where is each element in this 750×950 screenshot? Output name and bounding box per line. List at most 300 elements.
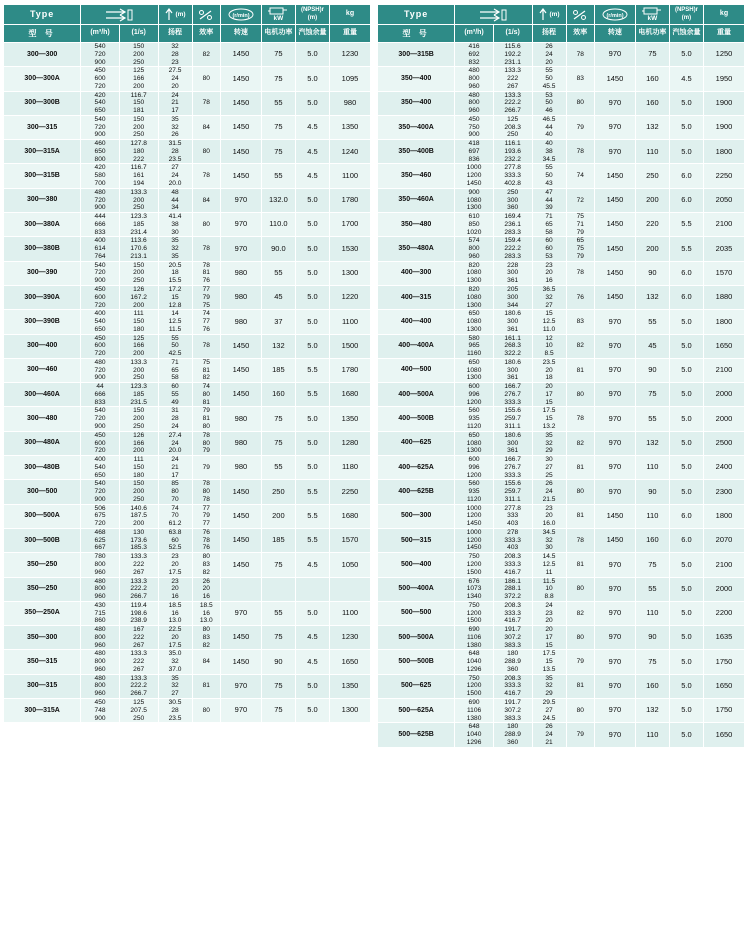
cell-flow-m3h-line: 1200: [466, 609, 482, 617]
cell-flow-m3h: [81, 699, 120, 723]
cell-head: [158, 456, 192, 480]
cell-flow-ls-line: 250: [133, 495, 145, 503]
cell-weight: 1800: [704, 504, 745, 528]
table-row[interactable]: [4, 431, 371, 455]
cell-flow-m3h-line: 1080: [466, 318, 482, 326]
cell-flow-m3h: [455, 91, 494, 115]
cell-npsh: 5.5: [669, 237, 703, 261]
cell-head: [532, 213, 566, 237]
cell-flow-m3h-line: 450: [94, 285, 106, 293]
cell-head-line: 26: [545, 43, 553, 50]
cell-flow-m3h: [81, 480, 120, 504]
cell-efficiency: [192, 480, 220, 504]
table-row[interactable]: [378, 383, 745, 407]
cell-flow-m3h-line: 610: [468, 213, 480, 221]
table-row[interactable]: [378, 43, 745, 67]
cell-flow-ls-line: 333.3: [504, 471, 521, 479]
cell-efficiency: [566, 407, 594, 431]
cell-head: [158, 480, 192, 504]
table-row[interactable]: [378, 650, 745, 674]
cell-power: 55: [635, 310, 669, 334]
cell-head-line: 39: [545, 204, 553, 212]
cell-head-line: 12.5: [168, 318, 182, 326]
cell-model: 350—480A: [378, 237, 455, 261]
cell-efficiency: [192, 188, 220, 212]
cell-head-line: 12.5: [542, 318, 556, 326]
cell-flow-m3h-line: 1200: [466, 398, 482, 406]
cell-efficiency-line: 79: [576, 731, 584, 739]
cell-npsh: 6.0: [669, 285, 703, 309]
cell-model: 300—500: [4, 480, 81, 504]
table-row[interactable]: [378, 261, 745, 285]
cell-weight: [330, 577, 371, 601]
table-row[interactable]: [4, 164, 371, 188]
cell-head-line: 20.0: [168, 180, 182, 188]
table-row[interactable]: [378, 91, 745, 115]
cell-flow-m3h-line: 1500: [466, 690, 482, 698]
table-row[interactable]: [4, 285, 371, 309]
cell-flow-m3h-line: 960: [468, 107, 480, 115]
cell-flow-m3h-line: 1000: [466, 528, 482, 536]
table-row[interactable]: [378, 407, 745, 431]
table-row[interactable]: [378, 456, 745, 480]
table-row[interactable]: [4, 188, 371, 212]
cell-efficiency-line: 80: [576, 585, 584, 593]
cell-head-line: 15: [545, 310, 553, 318]
cell-efficiency-line: 83: [576, 75, 584, 83]
table-row[interactable]: [378, 164, 745, 188]
cell-efficiency: [566, 237, 594, 261]
header-power: [261, 5, 295, 25]
cell-flow-m3h-line: 1000: [466, 164, 482, 172]
table-row[interactable]: [4, 674, 371, 698]
header-speed-cn-2: 转速: [594, 25, 635, 43]
table-row[interactable]: [378, 553, 745, 577]
cell-flow-ls-line: 416.7: [504, 568, 521, 576]
table-row[interactable]: [4, 626, 371, 650]
table-row[interactable]: [4, 261, 371, 285]
cell-npsh: 4.5: [295, 626, 329, 650]
cell-head: [158, 237, 192, 261]
cell-flow-ls-line: 173.6: [130, 536, 147, 544]
cell-head: [158, 358, 192, 382]
cell-efficiency-line: 84: [202, 196, 210, 204]
cell-flow-ls-line: 208.3: [504, 601, 521, 609]
cell-head-line: 55: [171, 390, 179, 398]
cell-head-line: 20: [545, 617, 553, 625]
cell-head: [532, 480, 566, 504]
table-body-right: [378, 43, 745, 748]
cell-efficiency: [566, 456, 594, 480]
cell-weight: 1750: [704, 699, 745, 723]
cell-efficiency-line: 81: [576, 512, 584, 520]
cell-head-line: 11.0: [542, 325, 556, 333]
cell-head-line: 20: [545, 269, 553, 277]
cell-speed: 970: [220, 188, 261, 212]
table-row[interactable]: [4, 67, 371, 91]
cell-flow-m3h: [455, 261, 494, 285]
cell-flow-ls-line: 222.2: [130, 682, 147, 690]
cell-flow-m3h-line: 540: [94, 99, 106, 107]
cell-power: 55: [261, 261, 295, 285]
cell-head-line: 35: [171, 252, 179, 260]
cell-flow-m3h: [455, 213, 494, 237]
cell-efficiency-line: 82: [576, 439, 584, 447]
cell-head-line: 63.8: [168, 528, 182, 536]
table-row[interactable]: [378, 480, 745, 504]
npsh-unit: (m): [307, 14, 318, 21]
cell-efficiency-line: 80: [576, 99, 584, 107]
power-unit-2: kW: [647, 14, 658, 22]
cell-flow-m3h-line: 1500: [466, 617, 482, 625]
table-row[interactable]: [4, 553, 371, 577]
cell-flow-ls-line: 116.7: [130, 91, 147, 99]
cell-flow-ls-line: 333.3: [504, 682, 521, 690]
cell-head-line: 23: [171, 58, 179, 66]
cell-flow-m3h-line: 675: [94, 512, 106, 520]
cell-flow-m3h: [81, 43, 120, 67]
cell-npsh: 4.5: [295, 164, 329, 188]
cell-head-line: 80: [171, 488, 179, 496]
cell-efficiency: [566, 553, 594, 577]
cell-flow-ls: [119, 67, 158, 91]
cell-model: 400—625A: [378, 456, 455, 480]
cell-flow-ls: [493, 334, 532, 358]
cell-flow-m3h-line: 960: [94, 593, 106, 601]
cell-flow-ls-line: 267: [507, 82, 519, 90]
table-row[interactable]: [378, 213, 745, 237]
table-row[interactable]: [378, 334, 745, 358]
cell-efficiency: [192, 650, 220, 674]
cell-head: [532, 334, 566, 358]
cell-flow-m3h-line: 444: [94, 213, 106, 221]
cell-efficiency-line: 83: [202, 561, 210, 568]
table-row[interactable]: [378, 237, 745, 261]
cell-head-line: 22.5: [168, 626, 182, 634]
cell-efficiency: [192, 91, 220, 115]
table-row[interactable]: [4, 480, 371, 504]
table-row[interactable]: [4, 310, 371, 334]
cell-weight: 1300: [330, 699, 371, 723]
cell-power: 250: [635, 164, 669, 188]
table-row[interactable]: [4, 650, 371, 674]
cell-flow-m3h-line: 540: [94, 115, 106, 123]
cell-head-line: 23.5: [542, 358, 556, 366]
cell-flow-ls-line: 200: [133, 50, 145, 58]
cell-efficiency: [192, 383, 220, 407]
cell-model: 400—500B: [378, 407, 455, 431]
cell-model: 500—625B: [378, 723, 455, 747]
cell-flow-ls-line: 300: [507, 439, 519, 447]
table-row[interactable]: [4, 601, 371, 625]
table-row[interactable]: [378, 285, 745, 309]
cell-efficiency: [192, 213, 220, 237]
cell-flow-m3h-line: 580: [94, 172, 106, 180]
cell-model: 350—460: [378, 164, 455, 188]
cell-speed: 970: [220, 213, 261, 237]
cell-flow-m3h: [81, 358, 120, 382]
cell-flow-ls-line: 228: [507, 261, 519, 269]
cell-flow-ls: [119, 285, 158, 309]
cell-head-line: 15.5: [168, 277, 182, 285]
cell-flow-ls-line: 161.1: [504, 334, 521, 342]
cell-head-line: 24: [545, 731, 553, 739]
table-row[interactable]: [378, 188, 745, 212]
cell-flow-m3h: [81, 334, 120, 358]
cell-npsh: 5.0: [669, 358, 703, 382]
cell-head: [532, 626, 566, 650]
table-row[interactable]: [378, 67, 745, 91]
cell-weight: 2300: [704, 480, 745, 504]
cell-efficiency: [192, 431, 220, 455]
cell-flow-m3h-line: 667: [94, 544, 106, 552]
cell-efficiency: [566, 140, 594, 164]
cell-weight: 2200: [704, 601, 745, 625]
cell-efficiency-line: 83: [202, 633, 210, 641]
cell-head-line: 55: [545, 67, 553, 75]
table-row[interactable]: [4, 383, 371, 407]
cell-head-line: 14: [171, 310, 179, 318]
cell-flow-ls-line: 169.4: [504, 213, 521, 221]
table-row[interactable]: [378, 504, 745, 528]
cell-efficiency-line: 84: [202, 123, 210, 131]
cell-head-line: 20.0: [168, 447, 182, 455]
cell-efficiency: [566, 626, 594, 650]
cell-head-line: 20: [171, 82, 179, 90]
cell-efficiency: [566, 310, 594, 334]
table-row[interactable]: [378, 115, 745, 139]
cell-weight: 1180: [330, 456, 371, 480]
cell-head-line: 35: [171, 115, 179, 123]
cell-speed: 1450: [220, 164, 261, 188]
table-row[interactable]: [378, 140, 745, 164]
table-row[interactable]: [4, 43, 371, 67]
table-row[interactable]: [4, 334, 371, 358]
table-row[interactable]: [378, 601, 745, 625]
cell-flow-ls-line: 278: [507, 528, 519, 536]
cell-head-line: 17: [171, 471, 179, 479]
cell-model: 300—390A: [4, 285, 81, 309]
cell-weight: 1950: [704, 67, 745, 91]
cell-head-line: 8.5: [544, 350, 554, 358]
cell-flow-ls-line: 185: [133, 390, 145, 398]
table-row[interactable]: [378, 723, 745, 747]
cell-flow-ls-line: 119.4: [130, 601, 147, 609]
cell-flow-ls: [119, 43, 158, 67]
cell-head-line: 50: [545, 99, 553, 107]
table-row[interactable]: [4, 504, 371, 528]
table-row[interactable]: [4, 528, 371, 552]
cell-speed: 1450: [220, 115, 261, 139]
cell-flow-m3h-line: 960: [94, 665, 106, 673]
cell-flow-m3h-line: 540: [94, 463, 106, 471]
table-row[interactable]: [378, 626, 745, 650]
cell-head: [158, 699, 192, 723]
cell-flow-ls: [119, 115, 158, 139]
cell-weight: 2000: [704, 577, 745, 601]
cell-flow-m3h-line: 600: [94, 293, 106, 301]
cell-flow-ls-line: 167.2: [130, 293, 147, 301]
table-row[interactable]: [378, 577, 745, 601]
cell-flow-ls-line: 166: [133, 439, 145, 447]
cell-head-line: 50: [171, 342, 179, 350]
cell-power: 75: [261, 626, 295, 650]
cell-weight: 1350: [330, 115, 371, 139]
cell-flow-ls: [493, 553, 532, 577]
table-row[interactable]: [4, 456, 371, 480]
cell-efficiency-line: 72: [576, 196, 584, 204]
cell-flow-ls-line: 191.7: [504, 626, 521, 634]
cell-head-line: 27.5: [168, 67, 182, 75]
cell-flow-ls: [493, 285, 532, 309]
cell-head-line: 28: [171, 706, 179, 714]
cell-flow-m3h-line: 860: [94, 617, 106, 625]
cell-power: 200: [635, 237, 669, 261]
cell-power: 75: [635, 43, 669, 67]
cell-weight: 1650: [330, 650, 371, 674]
cell-model: 300—300: [4, 43, 81, 67]
cell-flow-ls-line: 150: [133, 115, 145, 123]
cell-model: 350—300: [4, 626, 81, 650]
cell-flow-ls: [119, 480, 158, 504]
cell-head-line: 23: [545, 261, 553, 269]
table-row[interactable]: [4, 140, 371, 164]
cell-flow-m3h-line: 697: [468, 147, 480, 155]
table-row[interactable]: [378, 699, 745, 723]
header-flow-2: [455, 5, 532, 25]
cell-flow-m3h-line: 820: [468, 261, 480, 269]
cell-npsh: 5.0: [295, 91, 329, 115]
cell-flow-ls: [119, 553, 158, 577]
table-row[interactable]: [378, 528, 745, 552]
cell-model: 350—250: [4, 553, 81, 577]
cell-efficiency-line: 78: [576, 147, 584, 155]
cell-flow-ls: [493, 528, 532, 552]
cell-head-line: 55: [545, 164, 553, 172]
cell-speed: 970: [594, 115, 635, 139]
cell-model: 300—480: [4, 407, 81, 431]
cell-flow-ls-line: 383.3: [504, 641, 521, 649]
cell-head: [532, 237, 566, 261]
cell-flow-ls: [493, 480, 532, 504]
cell-efficiency-line: 79: [576, 123, 584, 131]
cell-flow-ls: [119, 91, 158, 115]
cell-flow-ls-line: 133.3: [130, 188, 147, 196]
table-row[interactable]: [378, 310, 745, 334]
cell-efficiency: [566, 285, 594, 309]
table-row[interactable]: [4, 115, 371, 139]
cell-efficiency-line: 78: [202, 245, 210, 253]
table-row[interactable]: [378, 358, 745, 382]
cell-flow-ls-line: 267: [133, 568, 145, 576]
cell-head-line: 16.0: [542, 520, 556, 528]
speed-gauge-icon: [595, 5, 635, 24]
cell-flow-m3h-line: 1450: [466, 544, 482, 552]
cell-flow-ls-line: 133.3: [130, 674, 147, 682]
cell-head-line: 24: [545, 601, 553, 609]
cell-efficiency-line: 82: [202, 50, 210, 58]
cell-head-line: 55: [171, 334, 179, 342]
cell-weight: 2250: [330, 480, 371, 504]
cell-flow-m3h-line: 700: [94, 180, 106, 188]
table-row[interactable]: [4, 407, 371, 431]
table-row[interactable]: [4, 91, 371, 115]
cell-head-line: 27: [545, 301, 553, 309]
cell-power: 75: [261, 699, 295, 723]
cell-flow-ls: [119, 626, 158, 650]
table-row[interactable]: [4, 237, 371, 261]
cell-flow-m3h-line: 648: [468, 650, 480, 658]
cell-head-line: 18: [545, 374, 553, 382]
cell-efficiency-line: 71: [576, 220, 584, 228]
cell-speed: 1450: [220, 480, 261, 504]
cell-flow-ls-line: 185.3: [130, 544, 147, 552]
cell-flow-ls-line: 166: [133, 75, 145, 83]
table-row[interactable]: [378, 431, 745, 455]
cell-head-line: 12.5: [542, 561, 556, 568]
cell-flow-ls-line: 360: [507, 204, 519, 212]
cell-flow-m3h-line: 836: [468, 155, 480, 163]
cell-flow-m3h-line: 1000: [466, 504, 482, 512]
cell-flow-ls-line: 191.7: [504, 699, 521, 707]
cell-head-line: 20: [171, 633, 179, 641]
table-row[interactable]: [4, 358, 371, 382]
cell-power: 110: [635, 140, 669, 164]
cell-efficiency-line: 79: [202, 463, 210, 471]
cell-head: [158, 310, 192, 334]
cell-flow-m3h-line: 648: [468, 723, 480, 731]
cell-efficiency: [192, 528, 220, 552]
header-q-ls: (1/s): [119, 25, 158, 43]
cell-model: 350—250A: [4, 601, 81, 625]
cell-speed: 970: [594, 650, 635, 674]
cell-flow-m3h-line: 480: [94, 577, 106, 585]
cell-speed: 1450: [220, 140, 261, 164]
cell-flow-ls-line: 200: [133, 366, 145, 374]
cell-flow-m3h-line: 480: [468, 91, 480, 99]
cell-flow-ls-line: 200: [133, 269, 145, 277]
table-row[interactable]: [4, 699, 371, 723]
cell-flow-m3h-line: 1500: [466, 568, 482, 576]
cell-head-line: 30: [545, 456, 553, 464]
cell-power: 75: [635, 383, 669, 407]
cell-flow-m3h: [455, 674, 494, 698]
cell-efficiency: [566, 334, 594, 358]
cell-flow-ls: [493, 164, 532, 188]
cell-model: 300—300A: [4, 67, 81, 91]
table-row[interactable]: [4, 213, 371, 237]
cell-flow-m3h-line: 900: [468, 188, 480, 196]
cell-weight: 1880: [704, 285, 745, 309]
cell-flow-ls-line: 200: [133, 350, 145, 358]
cell-speed: 970: [594, 358, 635, 382]
cell-flow-ls-line: 180.6: [504, 358, 521, 366]
cell-speed: 970: [594, 140, 635, 164]
table-row[interactable]: [378, 674, 745, 698]
cell-flow-m3h-line: 1296: [466, 738, 482, 746]
cell-flow-ls-line: 208.3: [504, 553, 521, 561]
cell-flow-ls: [119, 213, 158, 237]
cell-flow-ls-line: 266.7: [504, 107, 521, 115]
cell-efficiency: [566, 480, 594, 504]
cell-flow-ls-line: 180: [507, 650, 519, 658]
cell-head-line: 13.2: [542, 422, 556, 430]
cell-speed: 1450: [220, 553, 261, 577]
cell-head-line: 10: [545, 585, 553, 593]
cell-efficiency: [192, 310, 220, 334]
cell-efficiency: [566, 383, 594, 407]
table-row[interactable]: [4, 577, 371, 601]
